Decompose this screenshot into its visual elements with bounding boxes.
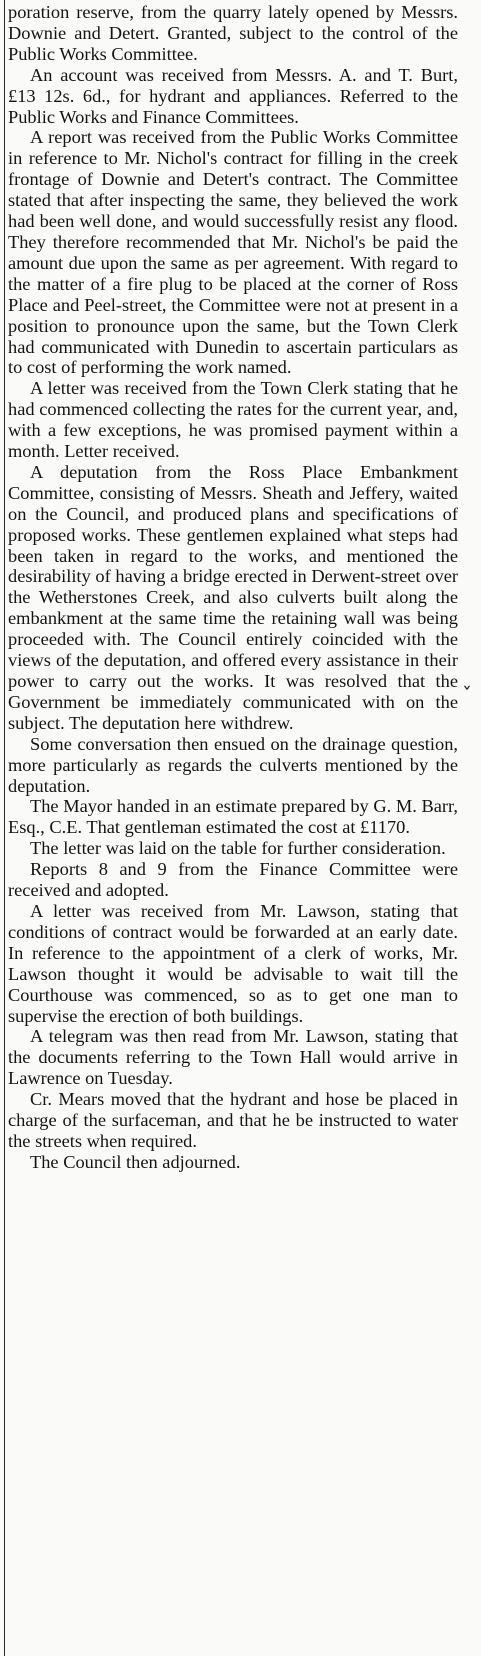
paragraph-letter-laid: The letter was laid on the table for further consideration. — [30, 838, 446, 859]
margin-ink-mark-icon: ˇ — [462, 683, 472, 707]
paragraph-adjourned: The Council then adjourned. — [30, 1151, 241, 1172]
paragraph-finance-reports: Reports 8 and 9 from the Finance Committee were received and adopted. — [8, 859, 458, 901]
column-divider — [4, 0, 5, 1656]
paragraph-drainage-conversation: Some conversation then ensued on the drainage question, more particularly as regards the culverts mentioned by the deputation. — [8, 733, 458, 796]
paragraph-public-works-report: A report was received from the Public Works Committee in reference to Mr. Nichol's contract for filling in the creek frontage of Downie and Detert's contract. The Committee stated that after inspecting the same, they believed the work had been well done, and would successfully resist any flood. They therefore recommended that Mr. Nichol's be paid the amount due upon the same as per agreement. With regard to the matter of a fire plug to be placed at the corner of Ross Place and Peel-street, the Committee were not at present in a position to pronounce upon the same, but the Town Clerk had communicated with Dunedin to ascertain particulars as to cost of performing the work named. — [8, 127, 458, 378]
paragraph-embankment-deputation: A deputation from the Ross Place Embankment Committee, consisting of Messrs. Sheath and Jeffery, waited on the Council, and produced plans and specifications of proposed works. These gentlemen explained what steps had been taken in regard to the works, and mentioned the desirability of having a bridge erected in Derwent-street over the Wetherstones Creek, and also culverts built along the embankment at the same time the retaining wall was being proceeded with. The Council entirely coincided with the views of the deputation, and offered every assistance in their power to carry out the works. It was resolved that the Government be immediately communicated with on the subject. The deputation here withdrew. — [8, 461, 458, 733]
paragraph-town-clerk-letter: A letter was received from the Town Clerk stating that he had commenced collecting the rates for the current year, and, with a few exceptions, he was promised payment within a month. Letter received. — [8, 378, 458, 462]
paragraph-mayor-estimate: The Mayor handed in an estimate prepared by G. M. Barr, Esq., C.E. That gentleman estimated the cost at £1170. — [8, 796, 458, 838]
paragraph-quarry-reserve: poration reserve, from the quarry lately opened by Messrs. Downie and Detert. Granted, subject to the control of the Public Works Committee. — [8, 2, 458, 64]
paragraph-mears-motion: Cr. Mears moved that the hydrant and hose be placed in charge of the surfaceman, and that he be instructed to water the streets when required. — [8, 1089, 458, 1151]
article-column — [8, 2, 458, 1173]
paragraph-lawson-letter: A letter was received from Mr. Lawson, stating that conditions of contract would be forwarded at an early date. In reference to the appointment of a clerk of works, Mr. Lawson thought it would be advisable to wait till the Courthouse was commenced, so as to get one man to supervise the erection of both buildings. — [8, 900, 458, 1026]
paragraph-burt-account: An account was received from Messrs. A. and T. Burt, £13 12s. 6d., for hydrant and appliances. Referred to the Public Works and Finance Committees. — [8, 64, 458, 127]
paragraph-lawson-telegram: A telegram was then read from Mr. Lawson, stating that the documents referring to the Town Hall would arrive in Lawrence on Tuesday. — [8, 1026, 458, 1089]
